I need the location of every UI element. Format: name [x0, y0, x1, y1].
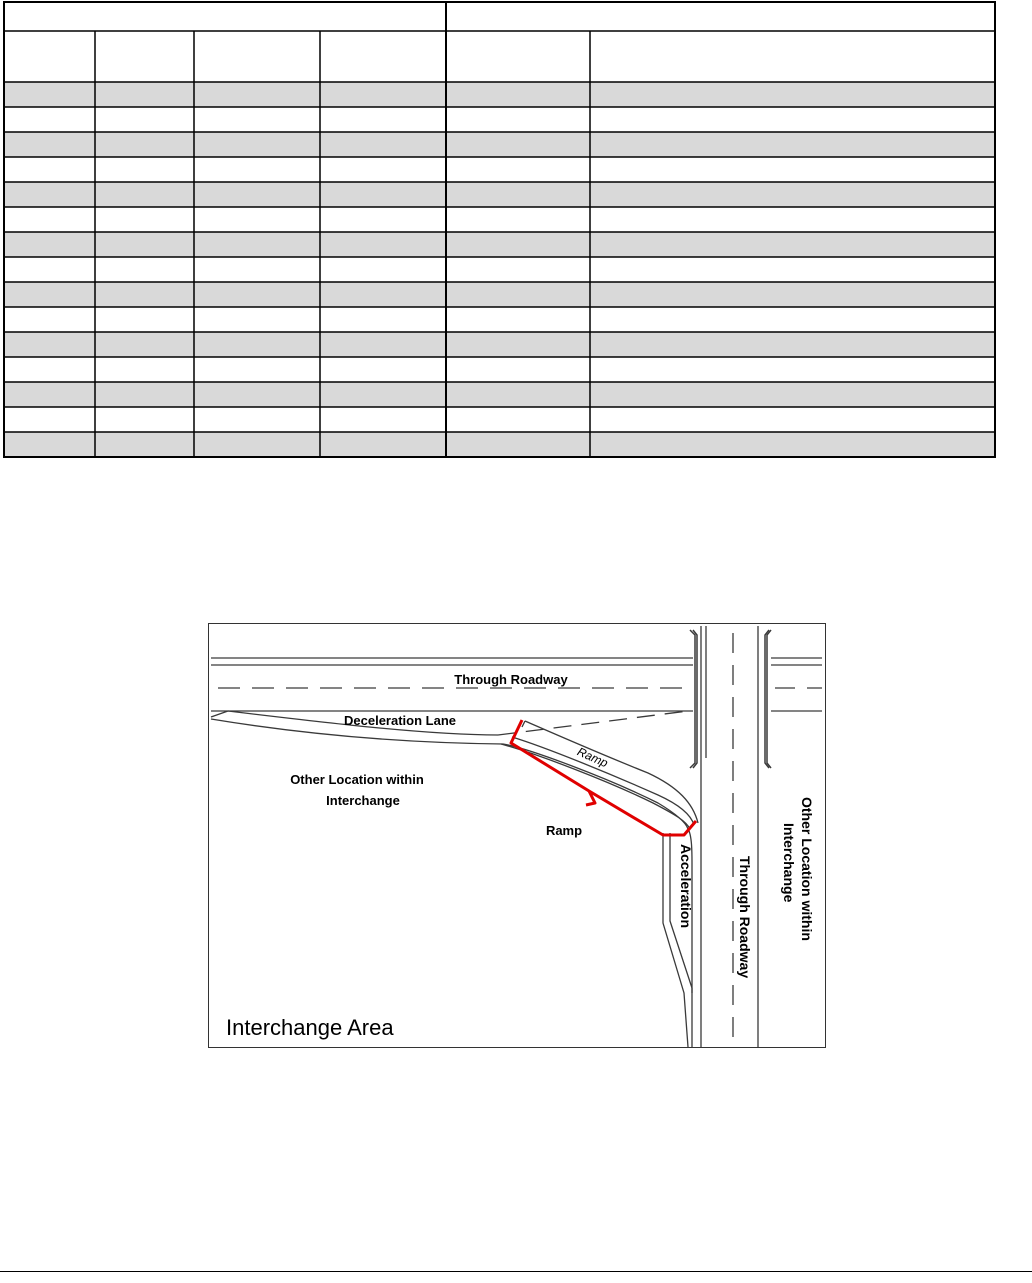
- empty-data-table: [0, 0, 1032, 470]
- shaded-row-bands: [4, 82, 995, 457]
- footer-rule: [0, 1271, 1032, 1272]
- table-row-shade: [4, 282, 995, 307]
- label-other-location-right-line1: Other Location within: [799, 797, 815, 941]
- table-row-shade: [4, 332, 995, 357]
- table-row-shade: [4, 82, 995, 107]
- label-ramp-on-road: Ramp: [575, 744, 611, 771]
- label-other-location-left-line2: Interchange: [326, 793, 400, 808]
- label-deceleration-lane: Deceleration Lane: [344, 713, 456, 728]
- interchange-area-diagram: [208, 623, 826, 1048]
- label-ramp-callout: Ramp: [545, 823, 583, 838]
- table-row-shade: [4, 182, 995, 207]
- label-through-roadway-vertical: Through Roadway: [737, 856, 753, 979]
- label-acceleration: Acceleration: [678, 844, 694, 929]
- table-row-shade: [4, 382, 995, 407]
- table-row-shade: [4, 232, 995, 257]
- diagram-title: Interchange Area: [226, 1015, 394, 1040]
- table-row-shade: [4, 132, 995, 157]
- label-other-location-left-line1: Other Location within: [290, 772, 424, 787]
- table-row-shade: [4, 432, 995, 457]
- label-through-roadway-top: Through Roadway: [454, 672, 568, 687]
- label-other-location-right-line2: Interchange: [781, 823, 797, 903]
